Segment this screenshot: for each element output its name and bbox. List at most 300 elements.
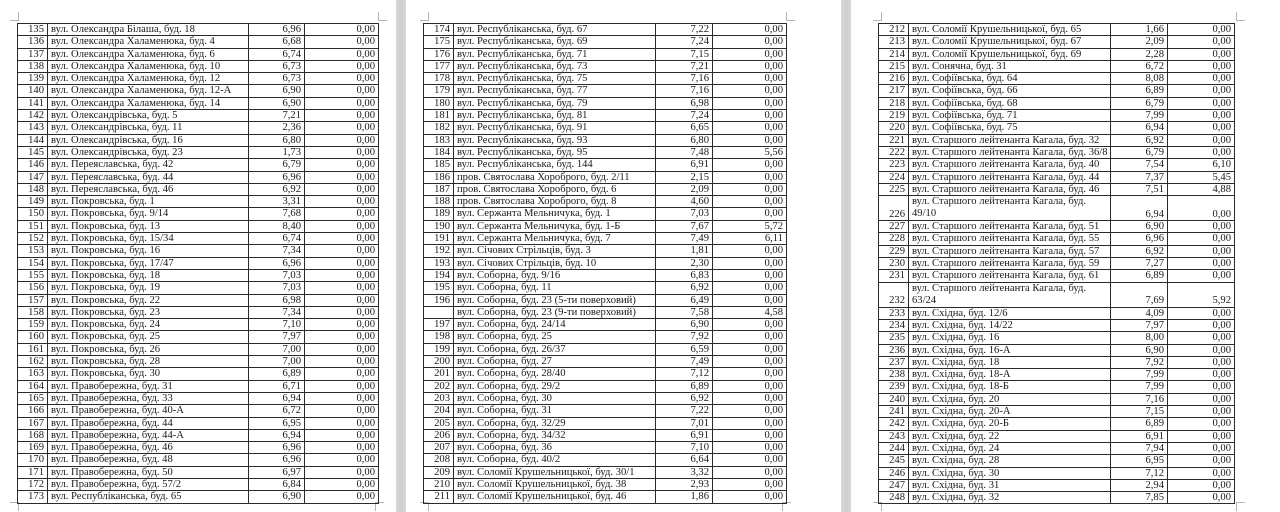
table-row bbox=[18, 36, 379, 48]
table-row bbox=[18, 245, 379, 257]
table-row bbox=[18, 85, 379, 97]
address-cell: вул. Соборна, буд. 26/37 bbox=[454, 343, 656, 355]
value-2-cell: 0,00 bbox=[713, 282, 787, 294]
value-1-cell: 6,74 bbox=[249, 48, 305, 60]
row-number-cell: 195 bbox=[424, 282, 454, 294]
value-2-cell: 0,00 bbox=[713, 343, 787, 355]
value-2-cell: 0,00 bbox=[713, 60, 787, 72]
address-cell: вул. Покровська, буд. 19 bbox=[48, 282, 249, 294]
value-2-cell: 0,00 bbox=[713, 454, 787, 466]
value-1-cell: 7,94 bbox=[1111, 442, 1168, 454]
value-2-cell: 0,00 bbox=[305, 306, 379, 318]
value-1-cell: 7,92 bbox=[1111, 356, 1168, 368]
table-row bbox=[424, 380, 787, 392]
address-cell: вул. Старшого лейтенанта Кагала, буд. 55 bbox=[909, 233, 1111, 245]
value-1-cell: 7,58 bbox=[656, 306, 713, 318]
value-1-cell: 6,90 bbox=[656, 319, 713, 331]
table-row bbox=[879, 24, 1235, 36]
address-cell: вул. Олександра Халаменюка, буд. 12-А bbox=[48, 85, 249, 97]
value-1-cell: 6,80 bbox=[249, 134, 305, 146]
row-number-cell: 161 bbox=[18, 343, 48, 355]
table-row bbox=[18, 442, 379, 454]
address-cell: вул. Правобережна, буд. 57/2 bbox=[48, 478, 249, 490]
value-2-cell: 0,00 bbox=[1168, 134, 1235, 146]
value-1-cell: 6,90 bbox=[1111, 344, 1168, 356]
address-cell: вул. Олександрівська, буд. 11 bbox=[48, 122, 249, 134]
address-cell: вул. Східна, буд. 12/6 bbox=[909, 307, 1111, 319]
address-cell: вул. Соборна, буд. 9/16 bbox=[454, 269, 656, 281]
value-2-cell: 0,00 bbox=[713, 478, 787, 490]
row-number-cell: 219 bbox=[879, 110, 909, 122]
value-2-cell: 0,00 bbox=[305, 122, 379, 134]
value-2-cell: 0,00 bbox=[1168, 455, 1235, 467]
value-2-cell: 0,00 bbox=[305, 442, 379, 454]
table-row bbox=[18, 183, 379, 195]
row-number-cell: 176 bbox=[424, 48, 454, 60]
value-1-cell: 7,21 bbox=[656, 60, 713, 72]
row-number-cell: 136 bbox=[18, 36, 48, 48]
table-row bbox=[18, 466, 379, 478]
row-number-cell: 229 bbox=[879, 245, 909, 257]
table-row bbox=[18, 319, 379, 331]
address-cell: вул. Покровська, буд. 23 bbox=[48, 306, 249, 318]
row-number-cell: 239 bbox=[879, 381, 909, 393]
address-cell: вул. Старшого лейтенанта Кагала, буд. 32 bbox=[909, 134, 1111, 146]
tariff-table bbox=[17, 23, 379, 504]
row-number-cell: 248 bbox=[879, 492, 909, 504]
address-cell: вул. Соборна, буд. 28/40 bbox=[454, 368, 656, 380]
address-cell: вул. Соломії Крушельницької, буд. 65 bbox=[909, 24, 1111, 36]
table-row bbox=[18, 73, 379, 85]
address-cell: вул. Олександра Білаша, буд. 18 bbox=[48, 24, 249, 36]
value-1-cell: 7,99 bbox=[1111, 369, 1168, 381]
address-cell: вул. Східна, буд. 18-А bbox=[909, 369, 1111, 381]
value-2-cell: 0,00 bbox=[1168, 258, 1235, 270]
row-number-cell: 187 bbox=[424, 183, 454, 195]
table-row bbox=[424, 110, 787, 122]
table-row bbox=[879, 418, 1235, 430]
address-cell: вул. Республіканська, буд. 69 bbox=[454, 36, 656, 48]
table-row bbox=[18, 24, 379, 36]
address-cell: вул. Східна, буд. 20 bbox=[909, 393, 1111, 405]
table-row bbox=[18, 146, 379, 158]
row-number-cell: 165 bbox=[18, 392, 48, 404]
row-number-cell: 205 bbox=[424, 417, 454, 429]
value-1-cell: 6,64 bbox=[656, 454, 713, 466]
value-2-cell: 0,00 bbox=[713, 466, 787, 478]
address-cell: вул. Східна, буд. 30 bbox=[909, 467, 1111, 479]
table-row bbox=[424, 97, 787, 109]
address-cell: вул. Січових Стрільців, буд. 3 bbox=[454, 245, 656, 257]
table-row bbox=[879, 73, 1235, 85]
address-cell: вул. Східна, буд. 16-А bbox=[909, 344, 1111, 356]
address-cell: вул. Софіївська, буд. 75 bbox=[909, 122, 1111, 134]
value-2-cell: 5,72 bbox=[713, 220, 787, 232]
value-2-cell: 0,00 bbox=[713, 417, 787, 429]
value-1-cell: 3,31 bbox=[249, 196, 305, 208]
value-2-cell: 0,00 bbox=[305, 183, 379, 195]
value-2-cell: 0,00 bbox=[305, 97, 379, 109]
address-cell: вул. Покровська, буд. 15/34 bbox=[48, 233, 249, 245]
address-cell: вул. Соборна, буд. 11 bbox=[454, 282, 656, 294]
table-row bbox=[879, 492, 1235, 504]
address-cell: вул. Східна, буд. 32 bbox=[909, 492, 1111, 504]
row-number-cell: 199 bbox=[424, 343, 454, 355]
table-row bbox=[879, 97, 1235, 109]
table-row bbox=[424, 257, 787, 269]
value-2-cell: 0,00 bbox=[713, 73, 787, 85]
table-row bbox=[879, 369, 1235, 381]
table-row bbox=[879, 60, 1235, 72]
table-row bbox=[424, 196, 787, 208]
table-row bbox=[424, 233, 787, 245]
address-cell: вул. Старшого лейтенанта Кагала, буд. 59 bbox=[909, 258, 1111, 270]
table-row bbox=[18, 491, 379, 503]
row-number-cell: 245 bbox=[879, 455, 909, 467]
row-number-cell: 178 bbox=[424, 73, 454, 85]
value-2-cell: 5,56 bbox=[713, 146, 787, 158]
table-row bbox=[879, 467, 1235, 479]
row-number-cell: 213 bbox=[879, 36, 909, 48]
row-number-cell: 196 bbox=[424, 294, 454, 306]
value-2-cell: 0,00 bbox=[713, 171, 787, 183]
value-1-cell: 6,94 bbox=[1111, 122, 1168, 134]
value-2-cell: 0,00 bbox=[713, 24, 787, 36]
table-row bbox=[879, 406, 1235, 418]
row-number-cell: 228 bbox=[879, 233, 909, 245]
address-cell: вул. Правобережна, буд. 44-А bbox=[48, 429, 249, 441]
address-cell: пров. Святослава Хороброго, буд. 6 bbox=[454, 183, 656, 195]
address-cell: вул. Соломії Крушельницької, буд. 67 bbox=[909, 36, 1111, 48]
row-number-cell: 155 bbox=[18, 269, 48, 281]
address-cell: вул. Переяславська, буд. 46 bbox=[48, 183, 249, 195]
row-number-cell: 222 bbox=[879, 146, 909, 158]
table-row bbox=[424, 122, 787, 134]
row-number-cell: 147 bbox=[18, 171, 48, 183]
table-row bbox=[424, 220, 787, 232]
table-row bbox=[18, 208, 379, 220]
value-1-cell: 7,49 bbox=[656, 356, 713, 368]
value-1-cell: 6,91 bbox=[1111, 430, 1168, 442]
row-number-cell: 207 bbox=[424, 442, 454, 454]
row-number-cell: 208 bbox=[424, 454, 454, 466]
table-row bbox=[424, 282, 787, 294]
table-row bbox=[879, 442, 1235, 454]
row-number-cell: 183 bbox=[424, 134, 454, 146]
table-row bbox=[879, 171, 1235, 183]
row-number-cell: 231 bbox=[879, 270, 909, 282]
table-row bbox=[18, 60, 379, 72]
value-1-cell: 6,79 bbox=[1111, 146, 1168, 158]
value-2-cell: 0,00 bbox=[1168, 221, 1235, 233]
table-row bbox=[424, 454, 787, 466]
address-cell: вул. Соборна, буд. 34/32 bbox=[454, 429, 656, 441]
value-2-cell: 0,00 bbox=[713, 392, 787, 404]
value-1-cell: 2,94 bbox=[1111, 479, 1168, 491]
row-number-cell: 159 bbox=[18, 319, 48, 331]
row-number-cell: 225 bbox=[879, 183, 909, 195]
value-2-cell: 0,00 bbox=[713, 48, 787, 60]
value-2-cell: 0,00 bbox=[713, 405, 787, 417]
value-2-cell: 0,00 bbox=[305, 478, 379, 490]
value-1-cell: 7,34 bbox=[249, 306, 305, 318]
value-1-cell: 7,69 bbox=[1111, 282, 1168, 307]
value-1-cell: 7,22 bbox=[656, 405, 713, 417]
address-cell: вул. Республіканська, буд. 73 bbox=[454, 60, 656, 72]
value-2-cell: 0,00 bbox=[305, 85, 379, 97]
value-2-cell: 0,00 bbox=[305, 392, 379, 404]
value-1-cell: 6,74 bbox=[249, 233, 305, 245]
row-number-cell: 143 bbox=[18, 122, 48, 134]
address-cell: вул. Східна, буд. 18-Б bbox=[909, 381, 1111, 393]
table-row bbox=[879, 245, 1235, 257]
table-row bbox=[879, 122, 1235, 134]
value-1-cell: 6,92 bbox=[656, 392, 713, 404]
value-2-cell: 5,92 bbox=[1168, 282, 1235, 307]
row-number-cell: 140 bbox=[18, 85, 48, 97]
row-number-cell: 198 bbox=[424, 331, 454, 343]
value-1-cell: 6,49 bbox=[656, 294, 713, 306]
row-number-cell: 217 bbox=[879, 85, 909, 97]
row-number-cell: 236 bbox=[879, 344, 909, 356]
value-2-cell: 0,00 bbox=[305, 36, 379, 48]
value-1-cell: 7,12 bbox=[656, 368, 713, 380]
address-cell: вул. Сержанта Мельничука, буд. 7 bbox=[454, 233, 656, 245]
address-cell: вул. Східна, буд. 20-А bbox=[909, 406, 1111, 418]
table-row bbox=[879, 319, 1235, 331]
page-corner-mark bbox=[1236, 502, 1245, 511]
value-1-cell: 7,10 bbox=[249, 319, 305, 331]
value-1-cell: 6,68 bbox=[249, 36, 305, 48]
table-row bbox=[424, 405, 787, 417]
address-cell: вул. Переяславська, буд. 42 bbox=[48, 159, 249, 171]
row-number-cell: 194 bbox=[424, 269, 454, 281]
page-separator bbox=[841, 0, 851, 512]
address-cell: вул. Софіївська, буд. 66 bbox=[909, 85, 1111, 97]
value-1-cell: 7,92 bbox=[656, 331, 713, 343]
address-cell: вул. Олександрівська, буд. 16 bbox=[48, 134, 249, 146]
table-row bbox=[424, 73, 787, 85]
row-number-cell: 192 bbox=[424, 245, 454, 257]
row-number-cell: 215 bbox=[879, 60, 909, 72]
value-2-cell: 4,58 bbox=[713, 306, 787, 318]
value-1-cell: 6,94 bbox=[249, 429, 305, 441]
table-row bbox=[879, 282, 1235, 307]
value-1-cell: 6,92 bbox=[249, 183, 305, 195]
value-2-cell: 0,00 bbox=[305, 429, 379, 441]
value-1-cell: 1,86 bbox=[656, 491, 713, 503]
row-number-cell: 166 bbox=[18, 405, 48, 417]
row-number-cell: 173 bbox=[18, 491, 48, 503]
value-1-cell: 2,09 bbox=[1111, 36, 1168, 48]
value-1-cell: 7,68 bbox=[249, 208, 305, 220]
address-cell: вул. Соломії Крушельницької, буд. 30/1 bbox=[454, 466, 656, 478]
table-row bbox=[424, 306, 787, 318]
address-cell: вул. Республіканська, буд. 81 bbox=[454, 110, 656, 122]
value-2-cell: 0,00 bbox=[305, 454, 379, 466]
value-1-cell: 7,16 bbox=[1111, 393, 1168, 405]
address-cell: вул. Республіканська, буд. 95 bbox=[454, 146, 656, 158]
row-number-cell: 142 bbox=[18, 110, 48, 122]
row-number-cell: 145 bbox=[18, 146, 48, 158]
value-2-cell: 0,00 bbox=[305, 257, 379, 269]
value-2-cell: 0,00 bbox=[305, 208, 379, 220]
table-row bbox=[18, 478, 379, 490]
address-cell: вул. Правобережна, буд. 33 bbox=[48, 392, 249, 404]
address-cell: вул. Олександра Халаменюка, буд. 6 bbox=[48, 48, 249, 60]
row-number-cell: 167 bbox=[18, 417, 48, 429]
address-cell: вул. Старшого лейтенанта Кагала, буд. 51 bbox=[909, 221, 1111, 233]
value-2-cell: 0,00 bbox=[305, 331, 379, 343]
row-number-cell: 151 bbox=[18, 220, 48, 232]
value-1-cell: 7,00 bbox=[249, 356, 305, 368]
row-number-cell: 237 bbox=[879, 356, 909, 368]
table-row bbox=[18, 343, 379, 355]
address-cell: вул. Олександра Халаменюка, буд. 10 bbox=[48, 60, 249, 72]
row-number-cell: 148 bbox=[18, 183, 48, 195]
address-cell: вул. Покровська, буд. 18 bbox=[48, 269, 249, 281]
table-row bbox=[18, 196, 379, 208]
table-row bbox=[879, 307, 1235, 319]
address-cell: вул. Переяславська, буд. 44 bbox=[48, 171, 249, 183]
value-1-cell: 7,51 bbox=[1111, 183, 1168, 195]
page-corner-mark bbox=[786, 12, 795, 21]
address-cell: вул. Старшого лейтенанта Кагала, буд. 44 bbox=[909, 171, 1111, 183]
row-number-cell: 193 bbox=[424, 257, 454, 269]
row-number-cell: 181 bbox=[424, 110, 454, 122]
value-1-cell: 6,89 bbox=[656, 380, 713, 392]
table-row bbox=[18, 48, 379, 60]
page-corner-mark bbox=[10, 12, 19, 21]
row-number-cell: 152 bbox=[18, 233, 48, 245]
value-1-cell: 7,67 bbox=[656, 220, 713, 232]
value-2-cell: 0,00 bbox=[305, 417, 379, 429]
address-cell: вул. Покровська, буд. 22 bbox=[48, 294, 249, 306]
address-cell: вул. Софіївська, буд. 64 bbox=[909, 73, 1111, 85]
value-2-cell: 0,00 bbox=[713, 85, 787, 97]
value-1-cell: 7,99 bbox=[1111, 110, 1168, 122]
table-row bbox=[424, 208, 787, 220]
table-row bbox=[18, 331, 379, 343]
table-row bbox=[424, 478, 787, 490]
value-1-cell: 7,24 bbox=[656, 110, 713, 122]
address-cell: вул. Правобережна, буд. 50 bbox=[48, 466, 249, 478]
table-row bbox=[879, 479, 1235, 491]
address-cell: вул. Покровська, буд. 28 bbox=[48, 356, 249, 368]
row-number-cell: 188 bbox=[424, 196, 454, 208]
document-page-1 bbox=[0, 0, 396, 512]
table-row bbox=[424, 36, 787, 48]
table-row bbox=[424, 392, 787, 404]
value-2-cell: 0,00 bbox=[1168, 430, 1235, 442]
row-number-cell: 162 bbox=[18, 356, 48, 368]
value-1-cell: 7,85 bbox=[1111, 492, 1168, 504]
value-1-cell: 2,28 bbox=[1111, 48, 1168, 60]
row-number-cell: 139 bbox=[18, 73, 48, 85]
table-row bbox=[424, 442, 787, 454]
row-number-cell: 168 bbox=[18, 429, 48, 441]
value-2-cell: 4,88 bbox=[1168, 183, 1235, 195]
table-row bbox=[879, 134, 1235, 146]
address-cell: вул. Правобережна, буд. 31 bbox=[48, 380, 249, 392]
row-number-cell: 154 bbox=[18, 257, 48, 269]
value-2-cell: 0,00 bbox=[713, 208, 787, 220]
table-row bbox=[424, 48, 787, 60]
value-1-cell: 6,96 bbox=[249, 454, 305, 466]
value-2-cell: 0,00 bbox=[305, 48, 379, 60]
value-2-cell: 0,00 bbox=[713, 36, 787, 48]
value-1-cell: 2,30 bbox=[656, 257, 713, 269]
value-1-cell: 6,72 bbox=[1111, 60, 1168, 72]
table-row bbox=[424, 343, 787, 355]
value-1-cell: 7,49 bbox=[656, 233, 713, 245]
table-row bbox=[424, 269, 787, 281]
value-2-cell: 0,00 bbox=[1168, 36, 1235, 48]
table-row bbox=[879, 270, 1235, 282]
value-1-cell: 7,16 bbox=[656, 73, 713, 85]
value-1-cell: 7,03 bbox=[656, 208, 713, 220]
value-2-cell: 0,00 bbox=[713, 331, 787, 343]
value-1-cell: 7,37 bbox=[1111, 171, 1168, 183]
value-2-cell: 0,00 bbox=[305, 110, 379, 122]
row-number-cell: 224 bbox=[879, 171, 909, 183]
table-row bbox=[18, 392, 379, 404]
value-2-cell: 0,00 bbox=[713, 110, 787, 122]
value-1-cell: 7,01 bbox=[656, 417, 713, 429]
address-cell: вул. Республіканська, буд. 144 bbox=[454, 159, 656, 171]
value-1-cell: 1,73 bbox=[249, 146, 305, 158]
row-number-cell: 153 bbox=[18, 245, 48, 257]
table-row bbox=[18, 171, 379, 183]
value-2-cell: 0,00 bbox=[713, 429, 787, 441]
value-1-cell: 6,97 bbox=[249, 466, 305, 478]
table-row bbox=[879, 159, 1235, 171]
row-number-cell: 177 bbox=[424, 60, 454, 72]
row-number-cell: 141 bbox=[18, 97, 48, 109]
row-number-cell: 202 bbox=[424, 380, 454, 392]
address-cell: вул. Соборна, буд. 25 bbox=[454, 331, 656, 343]
value-1-cell: 6,90 bbox=[1111, 221, 1168, 233]
table-row bbox=[18, 233, 379, 245]
table-row bbox=[18, 97, 379, 109]
value-2-cell: 0,00 bbox=[1168, 492, 1235, 504]
address-cell: вул. Соборна, буд. 24/14 bbox=[454, 319, 656, 331]
table-row bbox=[18, 282, 379, 294]
table-row bbox=[18, 380, 379, 392]
value-1-cell: 6,84 bbox=[249, 478, 305, 490]
address-cell: вул. Покровська, буд. 24 bbox=[48, 319, 249, 331]
value-2-cell: 0,00 bbox=[305, 319, 379, 331]
row-number-cell: 206 bbox=[424, 429, 454, 441]
table-row bbox=[879, 85, 1235, 97]
page-corner-mark bbox=[420, 12, 429, 21]
value-1-cell: 7,34 bbox=[249, 245, 305, 257]
value-1-cell: 2,15 bbox=[656, 171, 713, 183]
value-2-cell: 0,00 bbox=[1168, 356, 1235, 368]
address-cell: вул. Правобережна, буд. 40-А bbox=[48, 405, 249, 417]
value-2-cell: 0,00 bbox=[1168, 467, 1235, 479]
table-row bbox=[879, 146, 1235, 158]
address-cell: вул. Республіканська, буд. 75 bbox=[454, 73, 656, 85]
value-1-cell: 7,97 bbox=[249, 331, 305, 343]
table-row bbox=[424, 356, 787, 368]
row-number-cell: 209 bbox=[424, 466, 454, 478]
value-2-cell: 0,00 bbox=[1168, 319, 1235, 331]
address-cell: вул. Східна, буд. 28 bbox=[909, 455, 1111, 467]
row-number-cell: 227 bbox=[879, 221, 909, 233]
value-2-cell: 0,00 bbox=[1168, 442, 1235, 454]
value-1-cell: 4,60 bbox=[656, 196, 713, 208]
